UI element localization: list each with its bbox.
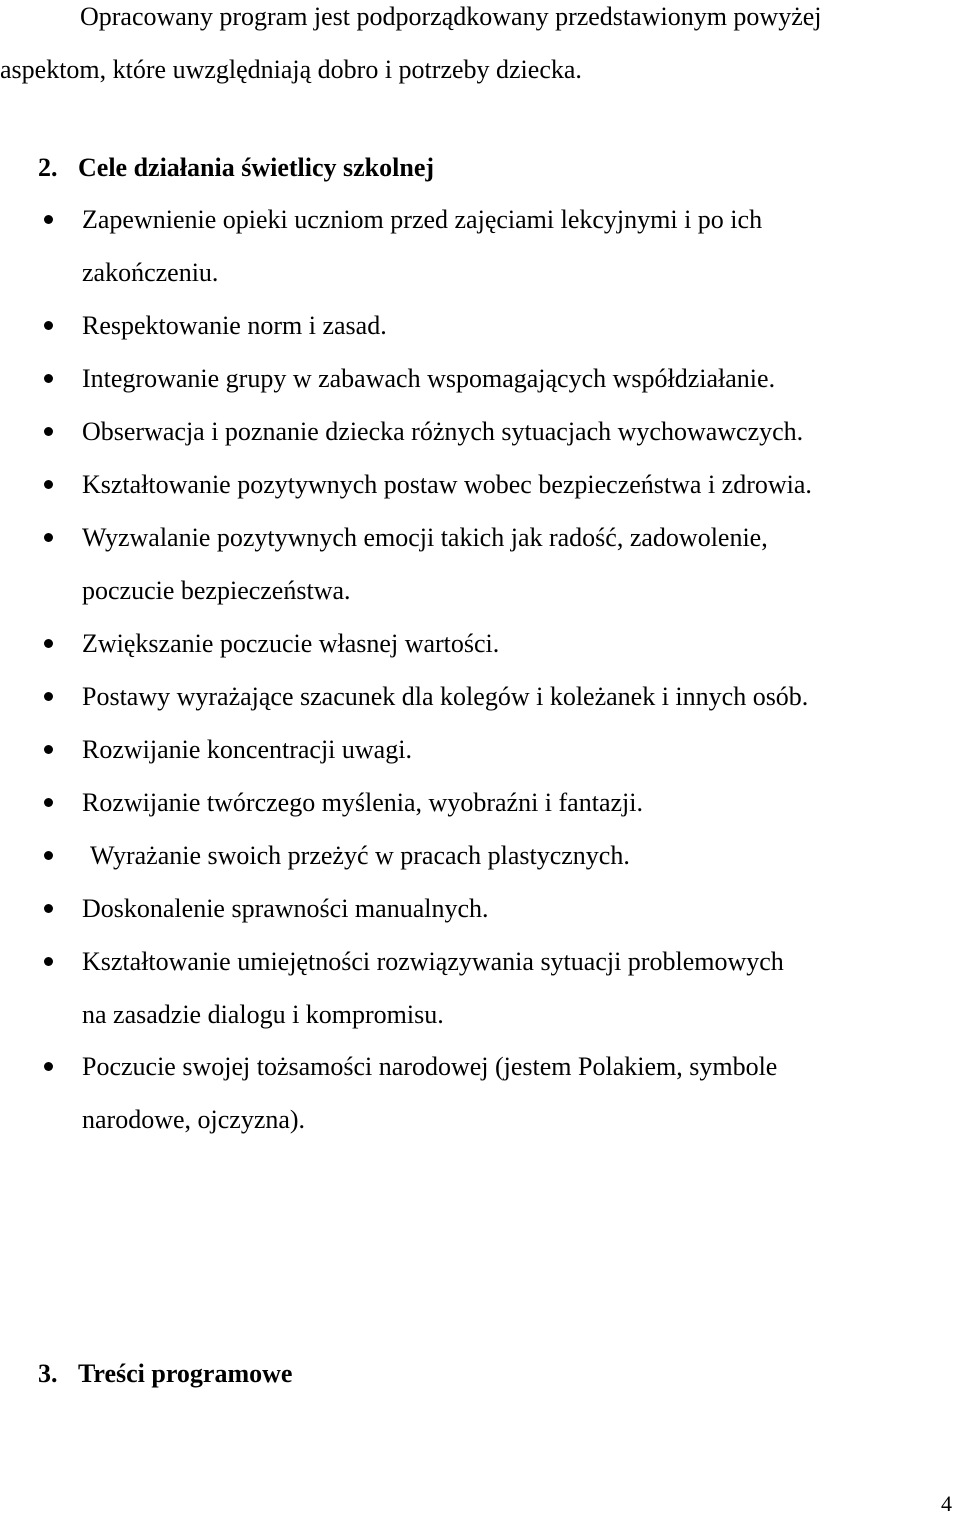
bullet-icon (44, 639, 53, 648)
list-item-text: Obserwacja i poznanie dziecka różnych sytuacjach wychowawczych. (82, 417, 804, 446)
list-item-text: Zwiększanie poczucie własnej wartości. (82, 629, 500, 658)
bullet-icon (44, 1062, 53, 1071)
list-item-text: Rozwijanie twórczego myślenia, wyobraźni i fantazji. (82, 788, 643, 817)
list-item-text: Wyzwalanie pozytywnych emocji takich jak radość, zadowolenie, (82, 523, 768, 552)
list-item-text: Wyrażanie swoich przeżyć w pracach plastycznych. (90, 841, 630, 870)
bullet-icon (44, 851, 53, 860)
list-item-text: Doskonalenie sprawności manualnych. (82, 894, 489, 923)
section-2-title: Cele działania świetlicy szkolnej (78, 153, 435, 182)
bullet-icon (44, 480, 53, 489)
bullet-icon (44, 321, 53, 330)
list-item-text: Integrowanie grupy w zabawach wspomagających współdziałanie. (82, 364, 776, 393)
list-item-text-continued: narodowe, ojczyzna). (82, 1105, 306, 1134)
list-item-text: Respektowanie norm i zasad. (82, 311, 387, 340)
list-item-text-continued: poczucie bezpieczeństwa. (82, 576, 351, 605)
bullet-icon (44, 957, 53, 966)
page-number: 4 (941, 1491, 952, 1516)
list-item-text: Zapewnienie opieki uczniom przed zajęciami lekcyjnymi i po ich (82, 205, 763, 234)
list-item-text-continued: na zasadzie dialogu i kompromisu. (82, 1000, 444, 1029)
bullet-icon (44, 427, 53, 436)
section-2-number: 2. (38, 153, 58, 182)
list-item-text: Rozwijanie koncentracji uwagi. (82, 735, 412, 764)
section-3-number: 3. (38, 1359, 58, 1388)
bullet-icon (44, 374, 53, 383)
list-item-text: Kształtowanie umiejętności rozwiązywania sytuacji problemowych (82, 947, 784, 976)
list-item-text: Kształtowanie pozytywnych postaw wobec bezpieczeństwa i zdrowia. (82, 470, 812, 499)
bullet-icon (44, 904, 53, 913)
bullet-icon (44, 692, 53, 701)
section-3-title: Treści programowe (78, 1359, 293, 1388)
intro-line-2: aspektom, które uwzględniają dobro i potrzeby dziecka. (0, 55, 582, 84)
list-item-text: Poczucie swojej tożsamości narodowej (jestem Polakiem, symbole (82, 1052, 778, 1081)
bullet-icon (44, 745, 53, 754)
bullet-icon (44, 533, 53, 542)
intro-line-1: Opracowany program jest podporządkowany przedstawionym powyżej (80, 2, 822, 31)
list-item-text-continued: zakończeniu. (82, 258, 219, 287)
bullet-icon (44, 215, 53, 224)
list-item-text: Postawy wyrażające szacunek dla kolegów i koleżanek i innych osób. (82, 682, 809, 711)
bullet-icon (44, 798, 53, 807)
